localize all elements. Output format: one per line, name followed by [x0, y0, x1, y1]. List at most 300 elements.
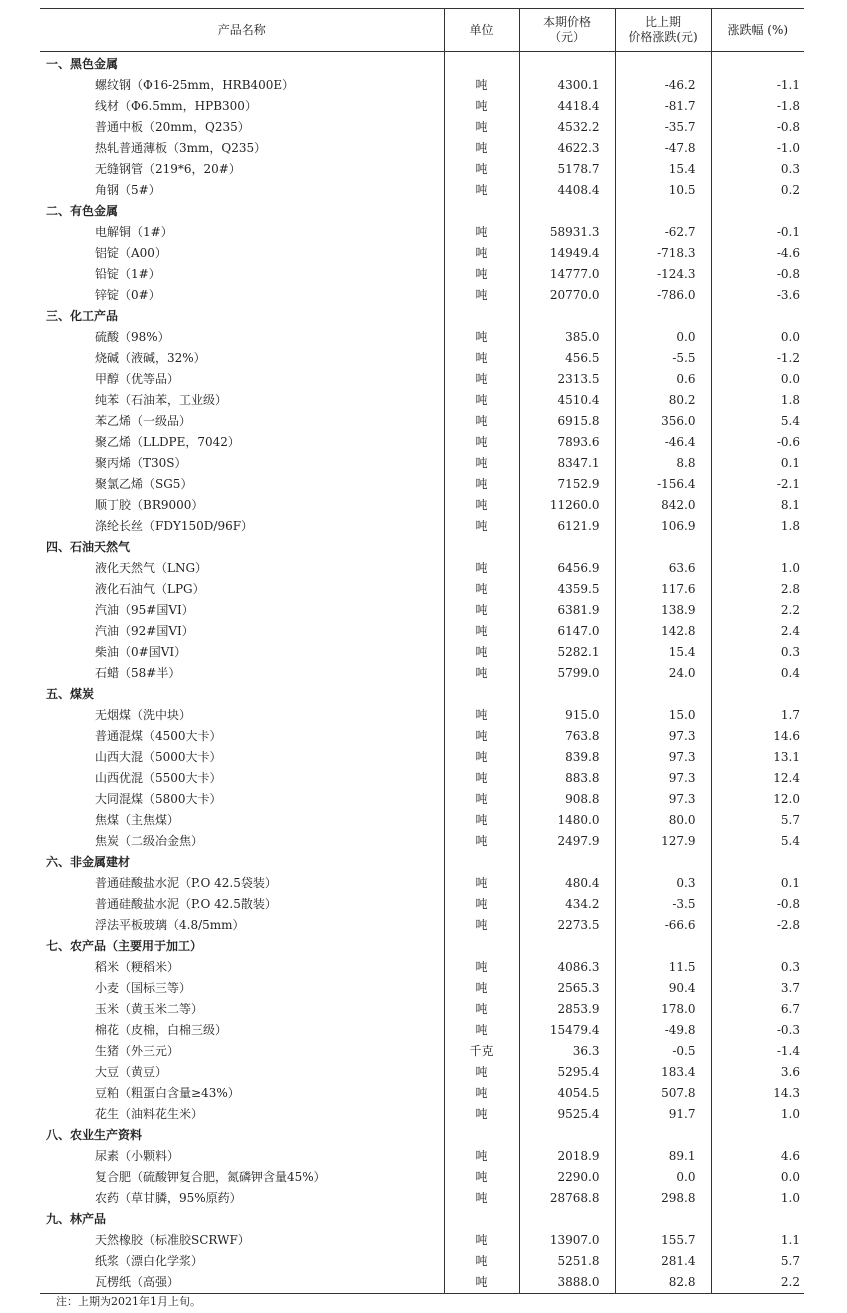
header-price-change	[615, 9, 711, 52]
section-percent-cell	[711, 684, 804, 705]
price-table	[40, 8, 804, 1294]
price-change: -0.5	[615, 1041, 711, 1062]
price-change: 91.7	[615, 1104, 711, 1125]
section-percent-cell	[711, 306, 804, 327]
table-row	[40, 915, 804, 936]
product-unit: 吨	[444, 957, 519, 978]
section-row	[40, 852, 804, 873]
product-name: 尿素（小颗料）	[95, 1149, 180, 1163]
current-price: 385.0	[519, 327, 615, 348]
section-change-cell	[615, 684, 711, 705]
current-price: 4418.4	[519, 96, 615, 117]
current-price: 4532.2	[519, 117, 615, 138]
section-title: 五、煤炭	[46, 687, 95, 701]
section-price-cell	[519, 936, 615, 957]
table-row	[40, 411, 804, 432]
product-name: 烧碱（液碱，32%）	[95, 351, 206, 365]
product-name: 豆粕（粗蛋白含量≥43%）	[95, 1086, 240, 1100]
product-name: 棉花（皮棉，白棉三级）	[95, 1023, 228, 1037]
change-percent: 3.6	[711, 1062, 804, 1083]
product-unit: 吨	[444, 285, 519, 306]
table-row	[40, 1083, 804, 1104]
product-name: 柴油（0#国VI）	[95, 645, 187, 659]
current-price: 14777.0	[519, 264, 615, 285]
table-row	[40, 894, 804, 915]
price-change: -718.3	[615, 243, 711, 264]
product-unit: 吨	[444, 621, 519, 642]
section-unit-cell	[444, 201, 519, 222]
section-change-cell	[615, 852, 711, 873]
current-price: 6381.9	[519, 600, 615, 621]
product-name: 聚氯乙烯（SG5）	[95, 477, 193, 491]
current-price: 36.3	[519, 1041, 615, 1062]
product-unit: 吨	[444, 432, 519, 453]
section-percent-cell	[711, 936, 804, 957]
table-row	[40, 810, 804, 831]
price-change: -81.7	[615, 96, 711, 117]
table-row	[40, 1041, 804, 1062]
section-percent-cell	[711, 852, 804, 873]
current-price: 7152.9	[519, 474, 615, 495]
section-change-cell	[615, 201, 711, 222]
price-change: 281.4	[615, 1251, 711, 1272]
product-unit: 吨	[444, 831, 519, 852]
section-price-cell	[519, 1125, 615, 1146]
table-body	[40, 52, 804, 1294]
section-percent-cell	[711, 201, 804, 222]
current-price: 456.5	[519, 348, 615, 369]
change-percent: -3.6	[711, 285, 804, 306]
section-price-cell	[519, 537, 615, 558]
section-row	[40, 1125, 804, 1146]
table-row	[40, 978, 804, 999]
table-row	[40, 348, 804, 369]
change-percent: 8.1	[711, 495, 804, 516]
current-price: 4300.1	[519, 75, 615, 96]
table-row	[40, 873, 804, 894]
current-price: 4359.5	[519, 579, 615, 600]
section-price-cell	[519, 684, 615, 705]
product-unit: 吨	[444, 1062, 519, 1083]
change-percent: -1.0	[711, 138, 804, 159]
product-name: 复合肥（硫酸钾复合肥，氮磷钾含量45%）	[95, 1170, 326, 1184]
current-price: 6456.9	[519, 558, 615, 579]
price-change: 15.4	[615, 642, 711, 663]
change-percent: -0.3	[711, 1020, 804, 1041]
price-change: 155.7	[615, 1230, 711, 1251]
change-percent: 1.8	[711, 516, 804, 537]
table-row	[40, 789, 804, 810]
section-row	[40, 52, 804, 76]
table-row	[40, 600, 804, 621]
header-current-price	[519, 9, 615, 52]
table-row	[40, 432, 804, 453]
price-change: 8.8	[615, 453, 711, 474]
change-percent: 12.0	[711, 789, 804, 810]
table-row	[40, 264, 804, 285]
product-unit: 吨	[444, 1272, 519, 1294]
change-percent: -1.1	[711, 75, 804, 96]
change-percent: 14.3	[711, 1083, 804, 1104]
product-name: 热轧普通薄板（3mm，Q235）	[95, 141, 267, 155]
product-unit: 吨	[444, 117, 519, 138]
product-name: 涤纶长丝（FDY150D/96F）	[95, 519, 254, 533]
table-row	[40, 1167, 804, 1188]
section-row	[40, 201, 804, 222]
change-percent: -0.8	[711, 117, 804, 138]
change-percent: -1.2	[711, 348, 804, 369]
change-percent: -0.1	[711, 222, 804, 243]
current-price: 5251.8	[519, 1251, 615, 1272]
price-change: 97.3	[615, 789, 711, 810]
section-percent-cell	[711, 52, 804, 76]
section-title: 三、化工产品	[46, 309, 119, 323]
table-row	[40, 390, 804, 411]
current-price: 6915.8	[519, 411, 615, 432]
product-unit: 吨	[444, 915, 519, 936]
change-percent: -0.8	[711, 894, 804, 915]
current-price: 2497.9	[519, 831, 615, 852]
price-change: 24.0	[615, 663, 711, 684]
product-unit: 吨	[444, 1104, 519, 1125]
product-name: 山西大混（5000大卡）	[95, 750, 222, 764]
table-row	[40, 726, 804, 747]
current-price: 20770.0	[519, 285, 615, 306]
change-percent: 2.2	[711, 600, 804, 621]
table-row	[40, 474, 804, 495]
price-change: 63.6	[615, 558, 711, 579]
table-row	[40, 180, 804, 201]
product-unit: 吨	[444, 1167, 519, 1188]
change-percent: 5.7	[711, 810, 804, 831]
product-unit: 吨	[444, 789, 519, 810]
product-name: 纯苯（石油苯，工业级）	[95, 393, 228, 407]
product-unit: 吨	[444, 873, 519, 894]
change-percent: 1.7	[711, 705, 804, 726]
current-price: 763.8	[519, 726, 615, 747]
current-price: 58931.3	[519, 222, 615, 243]
product-name: 苯乙烯（一级品）	[95, 414, 192, 428]
current-price: 2018.9	[519, 1146, 615, 1167]
price-change: 10.5	[615, 180, 711, 201]
change-percent: 0.3	[711, 957, 804, 978]
product-unit: 吨	[444, 1020, 519, 1041]
product-name: 焦煤（主焦煤）	[95, 813, 180, 827]
price-change: -62.7	[615, 222, 711, 243]
product-name: 瓦楞纸（高强）	[40, 1272, 444, 1294]
change-percent: 2.4	[711, 621, 804, 642]
section-row	[40, 306, 804, 327]
product-name: 液化石油气（LPG）	[95, 582, 205, 596]
price-change: 15.4	[615, 159, 711, 180]
table-row	[40, 1104, 804, 1125]
section-title: 七、农产品（主要用于加工）	[46, 939, 203, 953]
table-row	[40, 138, 804, 159]
current-price: 2853.9	[519, 999, 615, 1020]
current-price: 4622.3	[519, 138, 615, 159]
header-unit: 单位	[444, 9, 519, 52]
section-title: 一、黑色金属	[46, 57, 119, 71]
product-unit: 吨	[444, 327, 519, 348]
current-price: 4510.4	[519, 390, 615, 411]
table-row	[40, 96, 804, 117]
product-unit: 吨	[444, 558, 519, 579]
change-percent: 0.0	[711, 1167, 804, 1188]
price-change: -3.5	[615, 894, 711, 915]
table-row	[40, 1020, 804, 1041]
product-unit: 吨	[444, 138, 519, 159]
section-price-cell	[519, 852, 615, 873]
current-price: 28768.8	[519, 1188, 615, 1209]
change-percent: 2.2	[711, 1272, 804, 1294]
product-name: 天然橡胶（标准胶SCRWF）	[95, 1233, 250, 1247]
section-percent-cell	[711, 1125, 804, 1146]
product-name: 电解铜（1#）	[95, 225, 173, 239]
table-row	[40, 1272, 804, 1294]
change-percent: 0.1	[711, 873, 804, 894]
price-change: -46.2	[615, 75, 711, 96]
table-row	[40, 747, 804, 768]
change-percent: 3.7	[711, 978, 804, 999]
table-row	[40, 768, 804, 789]
price-change: 80.0	[615, 810, 711, 831]
table-row	[40, 453, 804, 474]
price-change: -786.0	[615, 285, 711, 306]
section-percent-cell	[711, 1209, 804, 1230]
section-change-cell	[615, 537, 711, 558]
product-unit: 吨	[444, 978, 519, 999]
current-price: 11260.0	[519, 495, 615, 516]
table-row	[40, 579, 804, 600]
current-price: 908.8	[519, 789, 615, 810]
price-change: -5.5	[615, 348, 711, 369]
section-title: 四、石油天然气	[46, 540, 131, 554]
price-change: 11.5	[615, 957, 711, 978]
current-price: 5178.7	[519, 159, 615, 180]
price-change: 97.3	[615, 747, 711, 768]
table-row	[40, 1251, 804, 1272]
section-price-cell	[519, 52, 615, 76]
product-unit: 吨	[444, 75, 519, 96]
product-unit: 千克	[444, 1041, 519, 1062]
current-price: 9525.4	[519, 1104, 615, 1125]
current-price: 5282.1	[519, 642, 615, 663]
product-unit: 吨	[444, 390, 519, 411]
change-percent: 12.4	[711, 768, 804, 789]
section-row	[40, 1209, 804, 1230]
product-name: 角钢（5#）	[95, 183, 161, 197]
section-unit-cell	[444, 936, 519, 957]
product-name: 纸浆（漂白化学浆）	[95, 1254, 204, 1268]
header-change-percent: 涨跌幅 (%)	[711, 9, 804, 52]
product-unit: 吨	[444, 642, 519, 663]
header-current-price-line2: （元）	[548, 30, 585, 44]
current-price: 1480.0	[519, 810, 615, 831]
section-row	[40, 936, 804, 957]
product-unit: 吨	[444, 1188, 519, 1209]
price-change: 142.8	[615, 621, 711, 642]
change-percent: 1.8	[711, 390, 804, 411]
section-unit-cell	[444, 537, 519, 558]
product-unit: 吨	[444, 600, 519, 621]
product-name: 玉米（黄玉米二等）	[95, 1002, 204, 1016]
product-unit: 吨	[444, 705, 519, 726]
product-unit: 吨	[444, 411, 519, 432]
price-change: 842.0	[615, 495, 711, 516]
current-price: 3888.0	[519, 1272, 615, 1294]
current-price: 2565.3	[519, 978, 615, 999]
change-percent: 2.8	[711, 579, 804, 600]
current-price: 4054.5	[519, 1083, 615, 1104]
section-row	[40, 537, 804, 558]
current-price: 434.2	[519, 894, 615, 915]
table-row	[40, 369, 804, 390]
price-change: 183.4	[615, 1062, 711, 1083]
current-price: 4086.3	[519, 957, 615, 978]
section-change-cell	[615, 1209, 711, 1230]
change-percent: -1.8	[711, 96, 804, 117]
product-unit: 吨	[444, 1230, 519, 1251]
product-unit: 吨	[444, 96, 519, 117]
price-change: 138.9	[615, 600, 711, 621]
change-percent: 14.6	[711, 726, 804, 747]
product-name: 螺纹钢（Φ16-25mm，HRB400E）	[95, 78, 295, 92]
change-percent: -2.1	[711, 474, 804, 495]
table-row	[40, 1230, 804, 1251]
table-row	[40, 222, 804, 243]
change-percent: -4.6	[711, 243, 804, 264]
product-unit: 吨	[444, 453, 519, 474]
section-title: 六、非金属建材	[46, 855, 131, 869]
price-change: 178.0	[615, 999, 711, 1020]
price-change: 0.0	[615, 327, 711, 348]
section-change-cell	[615, 1125, 711, 1146]
change-percent: 0.0	[711, 327, 804, 348]
change-percent: 1.1	[711, 1230, 804, 1251]
change-percent: 0.3	[711, 159, 804, 180]
price-change: 507.8	[615, 1083, 711, 1104]
product-unit: 吨	[444, 348, 519, 369]
change-percent: -1.4	[711, 1041, 804, 1062]
product-name: 小麦（国标三等）	[95, 981, 192, 995]
section-unit-cell	[444, 684, 519, 705]
table-row	[40, 1062, 804, 1083]
section-price-cell	[519, 1209, 615, 1230]
current-price: 915.0	[519, 705, 615, 726]
product-name: 顺丁胶（BR9000）	[95, 498, 204, 512]
change-percent: 13.1	[711, 747, 804, 768]
price-change: 89.1	[615, 1146, 711, 1167]
product-unit: 吨	[444, 894, 519, 915]
current-price: 8347.1	[519, 453, 615, 474]
product-name: 大豆（黄豆）	[95, 1065, 168, 1079]
section-unit-cell	[444, 1125, 519, 1146]
product-unit: 吨	[444, 768, 519, 789]
product-name: 石蜡（58#半）	[95, 666, 181, 680]
product-name: 甲醇（优等品）	[95, 372, 180, 386]
current-price: 4408.4	[519, 180, 615, 201]
table-row	[40, 75, 804, 96]
section-unit-cell	[444, 306, 519, 327]
price-change: -49.8	[615, 1020, 711, 1041]
section-price-cell	[519, 306, 615, 327]
product-unit: 吨	[444, 810, 519, 831]
product-name: 普通硅酸盐水泥（P.O 42.5袋装）	[95, 876, 277, 890]
price-change: 97.3	[615, 768, 711, 789]
product-name: 无烟煤（洗中块）	[95, 708, 192, 722]
section-title: 二、有色金属	[46, 204, 119, 218]
product-unit: 吨	[444, 474, 519, 495]
table-row	[40, 831, 804, 852]
current-price: 2313.5	[519, 369, 615, 390]
table-row	[40, 1146, 804, 1167]
product-name: 普通混煤（4500大卡）	[95, 729, 222, 743]
product-name: 硫酸（98%）	[95, 330, 170, 344]
change-percent: 5.7	[711, 1251, 804, 1272]
change-percent: 1.0	[711, 1188, 804, 1209]
section-percent-cell	[711, 537, 804, 558]
table-row	[40, 663, 804, 684]
current-price: 5295.4	[519, 1062, 615, 1083]
product-name: 农药（草甘膦，95%原药）	[95, 1191, 242, 1205]
current-price: 2290.0	[519, 1167, 615, 1188]
header-price-change-line2: 价格涨跌(元)	[628, 30, 698, 44]
price-change: -124.3	[615, 264, 711, 285]
product-name: 浮法平板玻璃（4.8/5mm）	[95, 918, 245, 932]
change-percent: 0.2	[711, 180, 804, 201]
product-unit: 吨	[444, 579, 519, 600]
product-name: 花生（油料花生米）	[95, 1107, 204, 1121]
product-unit: 吨	[444, 726, 519, 747]
section-change-cell	[615, 52, 711, 76]
price-change: 298.8	[615, 1188, 711, 1209]
product-unit: 吨	[444, 159, 519, 180]
current-price: 13907.0	[519, 1230, 615, 1251]
price-change: -46.4	[615, 432, 711, 453]
change-percent: 5.4	[711, 831, 804, 852]
current-price: 5799.0	[519, 663, 615, 684]
section-change-cell	[615, 936, 711, 957]
section-price-cell	[519, 201, 615, 222]
change-percent: 0.4	[711, 663, 804, 684]
price-change: -66.6	[615, 915, 711, 936]
current-price: 883.8	[519, 768, 615, 789]
price-change: 97.3	[615, 726, 711, 747]
current-price: 2273.5	[519, 915, 615, 936]
table-row	[40, 558, 804, 579]
price-change: 15.0	[615, 705, 711, 726]
section-change-cell	[615, 306, 711, 327]
change-percent: 1.0	[711, 1104, 804, 1125]
change-percent: -0.8	[711, 264, 804, 285]
current-price: 6147.0	[519, 621, 615, 642]
product-name: 大同混煤（5800大卡）	[95, 792, 222, 806]
header-product-name: 产品名称	[40, 9, 444, 52]
current-price: 7893.6	[519, 432, 615, 453]
table-header	[40, 9, 804, 52]
product-name: 山西优混（5500大卡）	[95, 771, 222, 785]
section-row	[40, 684, 804, 705]
product-unit: 吨	[444, 1083, 519, 1104]
table-row	[40, 327, 804, 348]
product-name: 液化天然气（LNG）	[95, 561, 208, 575]
table-row	[40, 495, 804, 516]
change-percent: -0.6	[711, 432, 804, 453]
price-change: 0.0	[615, 1167, 711, 1188]
footnote: 注：上期为2021年1月上旬。	[56, 1295, 201, 1308]
current-price: 6121.9	[519, 516, 615, 537]
product-unit: 吨	[444, 663, 519, 684]
